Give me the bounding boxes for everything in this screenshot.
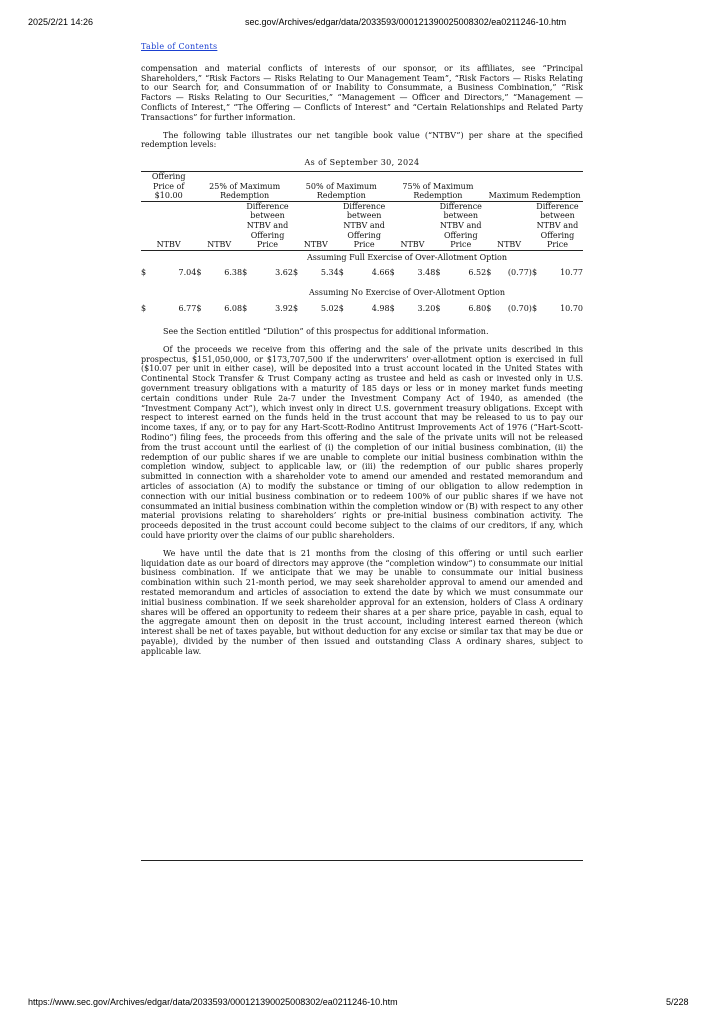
paragraph-conflicts: compensation and material conflicts of interests of our sponsor, or its affiliates, see “Principal Shareholders,” “Risk Factors — Risks Relating to Our Management Team”, “Risk Factors — Risks Relating to our Search for, and Consummation of or Inability to Consummate, a Business Combination,” “Risk Factors — Risks Relating to Our Securities,” “Management — Officer and Directors,” “Management — Conflicts of Interest,” “The Offering — Conflicts of Interest” and “Certain Relationships and Related Party Transactions” for further information. — [141, 63, 583, 122]
value-cell: 6.08 — [224, 303, 243, 313]
currency-symbol: $ — [531, 268, 538, 278]
header-75-percent: 75% of Maximum Redemption — [390, 171, 487, 201]
currency-symbol: $ — [292, 303, 299, 313]
paragraph-ntbv-intro: The following table illustrates our net tangible book value (“NTBV”) per share at the specified redemption levels: — [141, 130, 583, 150]
currency-symbol: $ — [486, 268, 492, 278]
subheader-difference: Difference between NTBV and Offering Price — [242, 201, 293, 250]
value-cell: 7.04 — [178, 268, 197, 278]
subheader-ntbv: NTBV — [141, 201, 196, 250]
currency-symbol: $ — [435, 303, 441, 313]
value-cell: 6.38 — [224, 268, 243, 278]
table-row-full-exercise — [141, 266, 583, 280]
table-of-contents-link[interactable]: Table of Contents — [141, 42, 218, 51]
currency-symbol: $ — [486, 303, 492, 313]
value-cell: 4.66 — [371, 268, 390, 278]
subheader-ntbv: NTBV — [196, 201, 242, 250]
currency-symbol: $ — [242, 268, 248, 278]
value-cell: 10.70 — [560, 303, 583, 313]
print-page-number: 5/228 — [666, 997, 689, 1007]
page-divider — [141, 860, 583, 861]
subheader-ntbv: NTBV — [293, 201, 339, 250]
currency-symbol: $ — [389, 303, 395, 313]
value-cell: 6.77 — [178, 303, 197, 313]
currency-symbol: $ — [338, 303, 344, 313]
currency-symbol: $ — [141, 268, 147, 278]
document-body — [141, 42, 583, 665]
print-url: https://www.sec.gov/Archives/edgar/data/2033593/000121390025008302/ea0211246-10.htm — [28, 997, 398, 1007]
currency-symbol: $ — [292, 268, 299, 278]
currency-symbol: $ — [338, 268, 344, 278]
value-cell: 5.34 — [320, 268, 339, 278]
value-cell: (0.70) — [507, 303, 532, 313]
currency-symbol: $ — [435, 268, 441, 278]
ntbv-table — [141, 171, 583, 315]
table-as-of-heading: As of September 30, 2024 — [304, 158, 420, 168]
currency-symbol: $ — [242, 303, 248, 313]
value-cell: 3.62 — [275, 268, 293, 278]
print-timestamp: 2025/2/21 14:26 — [28, 17, 94, 27]
print-page-title: sec.gov/Archives/edgar/data/2033593/000121390025008302/ea0211246-10.htm — [245, 17, 567, 27]
header-offering-price: Offering Price of $10.00 — [141, 171, 196, 201]
table-row-no-exercise — [141, 302, 583, 316]
paragraph-dilution: See the Section entitled “Dilution” of this prospectus for additional information. — [163, 327, 489, 337]
currency-symbol: $ — [389, 268, 395, 278]
value-cell: 6.52 — [468, 268, 487, 278]
caption-full-exercise: Assuming Full Exercise of Over-Allotment Option — [306, 252, 508, 262]
paragraph-trust-proceeds: Of the proceeds we receive from this offering and the sale of the private units described in this prospectus, $151,050,000, or $173,707,500 if the underwriters’ over-allotment option is exercised in full ($10.07 per unit in either case), will be deposited into a trust account located in the United States with Continental Stock Transfer & Trust Company acting as trustee and held as cash or invested only in U.S. government treasury obligations with a maturity of 185 days or less or in money market funds meeting certain conditions under Rule 2a-7 under the Investment Company Act of 1940, as amended (the “Investment Company Act”), which invest only in direct U.S. government treasury obligations. Except with respect to interest earned on the funds held in the trust account that may be released to us to pay our income taxes, if any, or to pay for any Hart-Scott-Rodino Antitrust Improvements Act of 1976 (“Hart-Scott-Rodino”) filing fees, the proceeds from this offering and the sale of the private units will not be released from the trust account until the earliest of (i) the completion of our initial business combination, (ii) the redemption of our public shares if we are unable to complete our initial business combination within the completion window, subject to applicable law, or (iii) the redemption of our public shares properly submitted in connection with a shareholder vote to amend our amended and restated memorandum and articles of association (A) to modify the substance or timing of our obligation to allow redemption in connection with our initial business combination or to redeem 100% of our public shares if we have not consummated an initial business combination within the completion window or (B) with respect to any other material provisions relating to shareholders’ rights or pre-initial business combination activity. The proceeds deposited in the trust account could become subject to the claims of our creditors, if any, which could have priority over the claims of our public shareholders. — [141, 344, 583, 541]
value-cell: 3.92 — [275, 303, 293, 313]
currency-symbol: $ — [531, 303, 538, 313]
value-cell: 6.80 — [468, 303, 487, 313]
value-cell: 5.02 — [320, 303, 339, 313]
subheader-difference: Difference between NTBV and Offering Price — [435, 201, 486, 250]
subheader-ntbv: NTBV — [486, 201, 532, 250]
subheader-ntbv: NTBV — [390, 201, 436, 250]
paragraph-completion-window: We have until the date that is 21 months from the closing of this offering or until such earlier liquidation date as our board of directors may approve (the “completion window”) to consummate our initial business combination. If we anticipate that we may be unable to consummate our initial business combination within such 21-month period, we may seek shareholder approval to amend our amended and restated memorandum and articles of association to extend the date by which we must consummate our initial business combination. If we seek shareholder approval for an extension, holders of Class A ordinary shares will be offered an opportunity to redeem their shares at a per share price, payable in cash, equal to the aggregate amount then on deposit in the trust account, including interest earned thereon (which interest shall be net of taxes payable, but without deduction for any excise or similar tax that may be due or payable), divided by the number of then issued and outstanding Class A ordinary shares, subject to applicable law. — [141, 548, 583, 656]
subheader-difference: Difference between NTBV and Offering Price — [339, 201, 390, 250]
value-cell: 4.98 — [371, 303, 390, 313]
header-50-percent: 50% of Maximum Redemption — [293, 171, 390, 201]
value-cell: (0.77) — [507, 268, 532, 278]
currency-symbol: $ — [141, 303, 147, 313]
caption-no-exercise: Assuming No Exercise of Over-Allotment Option — [308, 287, 506, 297]
currency-symbol: $ — [196, 303, 202, 313]
value-cell: 3.20 — [417, 303, 436, 313]
value-cell: 3.48 — [417, 268, 436, 278]
subheader-difference: Difference between NTBV and Offering Price — [532, 201, 583, 250]
currency-symbol: $ — [196, 268, 202, 278]
value-cell: 10.77 — [560, 268, 583, 278]
header-maximum: Maximum Redemption — [486, 171, 583, 201]
header-25-percent: 25% of Maximum Redemption — [196, 171, 293, 201]
